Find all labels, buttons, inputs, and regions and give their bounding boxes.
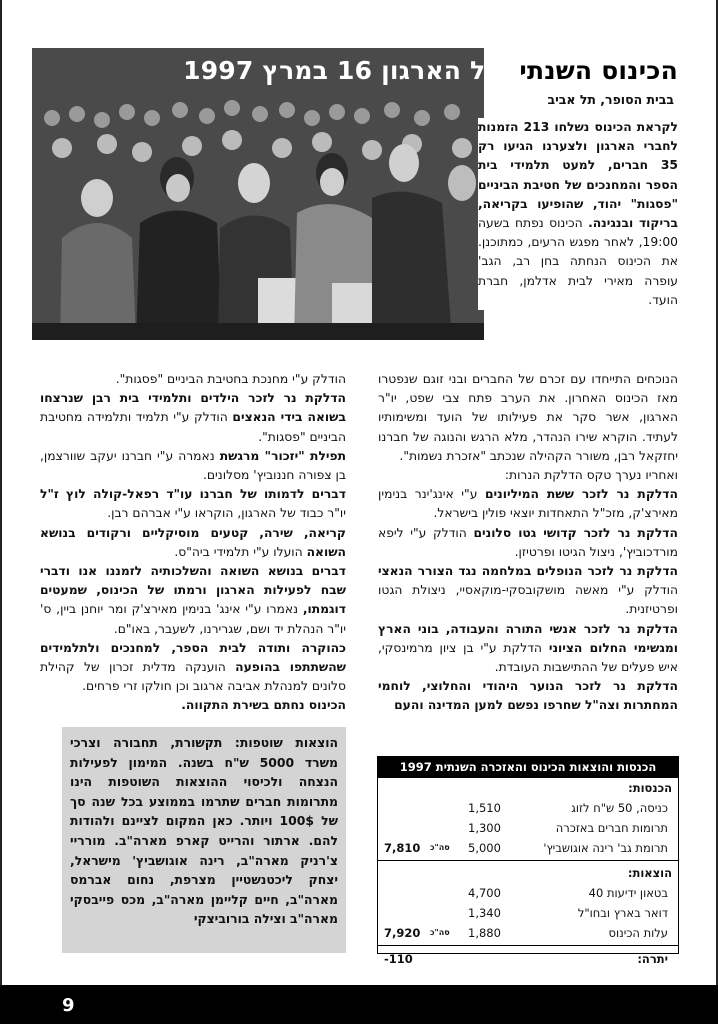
candle-item — [378, 485, 678, 523]
program-item-text: נאמרה ע"י חברנו יעקב שוורצמן, בן צפורה חננוביץ' מסלונים. — [40, 448, 346, 483]
candle-item — [378, 620, 678, 678]
program-item-title: הדלקת נר לזכר הילדים ותלמידי בית רבן שנרצחו בשואה בידי הנאצים — [40, 391, 346, 425]
candle-item-title: הדלקת נר לזכר הנוער היהודי והחלוצי, לוחמי המחתרות וצה"ל שחרפו נפשם למען המדינה והעם — [378, 679, 678, 713]
income-section-label: הכנסות: — [628, 781, 672, 795]
candle-item-text: הודלק ע"י ליפא מורדכוביץ', ניצול הגיטו ופרטיזן. — [378, 525, 678, 559]
candle-item — [378, 677, 678, 715]
article-title-part2: של הארגון 16 במרץ 1997 — [183, 56, 505, 85]
income-row — [378, 838, 678, 858]
candle-item — [378, 562, 678, 620]
candle-intro: ואחריו נערך טקס הדלקת הנרות: — [504, 468, 678, 483]
candle-item-text: הדלקת ע"י בן ציון מרמינסקי, איש פעלים של ההתישבות העובדת. — [378, 640, 678, 675]
finance-table — [377, 756, 679, 966]
candle-item-title: הדלקת נר לזכר אנשי התורה והעבודה, בוני הארץ ומגשימי החלום הציוני — [378, 621, 678, 655]
income-row-label: תרומות חברים באזכרה — [555, 821, 668, 835]
candle-item — [378, 524, 678, 562]
expense-row-amount: 1,340 — [468, 906, 501, 920]
candle-item-title: הדלקת נר לזכר ששת המיליונים — [484, 487, 678, 502]
income-row-amount: 1,510 — [468, 801, 501, 815]
program-item — [40, 447, 346, 485]
program-item-title: דברים בנושא השואה והשלכותיה לזמננו אנו ודברי שבח לפעילות הארגון ורמתו של הכינוס, שמעטים דוגמתו, — [40, 564, 346, 617]
program-item — [40, 562, 346, 639]
expense-total: 7,920 — [384, 926, 421, 940]
expense-row — [378, 883, 678, 903]
finance-table-title: הכנסות והוצאות הכינוס והאזכרה השנתית 1997 — [378, 757, 678, 778]
program-item — [40, 389, 346, 447]
expenses-donors-box: הוצאות שוטפות: תקשורת, תחבורה וצרכי משרד 5000 ש"ח בשנה. המימון לפעילות הנצחה ולכיסוי ההוצאות השוטפות הינו מתרומות חברים שתרמו בממוצע בכל שנה סך של 100$ ויותר. כאן המקום לציינם ולהודות להם. ארתור והרייט קארפ מארה"ב. מורריי צ'רניק מארה"ב, רינה אוגושביץ' מישראל, יצחק ליכטנשטיין מצרפת, נחום אברמס מארה"ב, חיים קליימן מארה"ב, מכס פייבסקי מארה"ב וצילה בורוביצקי — [62, 727, 346, 953]
memorial-paragraph: הנוכחים התייחדו עם זכרם של החברים ובני זוגם שנפטרו מאז הכינוס האחרון. את הערב פתח צבי שפט, יו"ר הארגון, אשר סקר את פעילותו של הועד ומשימותיו לעתיד. הוקרא שירו הנהדר, מלא הרגש והנוגה של חברנו יחזקאל רבן, משורר הקהילה שנכתב "אזכרת נשמות". — [378, 372, 678, 463]
balance-label: יתרה: — [637, 952, 668, 966]
program-item-text: הודלק ע"י תלמיד ותלמידה מחטיבת הביניים "פסגות". — [40, 410, 346, 444]
candle-item-title: הדלקת נר לזכר הנופלים במלחמה נגד הצורר הנאצי — [378, 564, 678, 579]
income-row-label: תרומת גב' רינה אוגושביץ' — [543, 841, 668, 855]
income-row-amount: 1,300 — [468, 821, 501, 835]
intro-paragraph — [478, 118, 678, 310]
income-total: 7,810 — [384, 841, 421, 855]
expense-row — [378, 923, 678, 943]
expense-row-label: עלות הכינוס — [608, 926, 668, 940]
page-border-left — [0, 0, 2, 985]
balance-amount: -110 — [384, 952, 413, 966]
page-number: 9 — [62, 995, 75, 1016]
audience-photo — [32, 48, 484, 340]
finance-divider — [378, 860, 678, 861]
program-item-title: קריאה, שירה, קטעים מוסיקליים ורקודים בנושא השואה — [40, 525, 346, 559]
expense-row-amount: 4,700 — [468, 886, 501, 900]
expense-row — [378, 903, 678, 923]
program-item-text: הועלו ע"י תלמידי ביה"ס. — [174, 544, 303, 559]
balance-row — [378, 948, 678, 970]
closing-line: הכינוס נחתם בשירת התקווה. — [181, 698, 346, 713]
expense-row-label: בטאון ידיעות 40 — [588, 886, 668, 900]
expense-row-amount: 1,880 — [468, 926, 501, 940]
intro-normal-text: הכינוס נפתח בשעה 19:00, לאחר מפגש הרעים, כמתוכנן. את הכינוס הנחתה בחן רב, הגב' עופרה מאירי לבית אדלמן, חברת הועד. — [478, 216, 678, 307]
candle-item-text: ע"י אינג'ינר בנימין מאירצ'ק, מזכ"ל התאחדות יוצאי פולין בישראל. — [378, 487, 678, 521]
program-item — [40, 639, 346, 697]
candle-item-continued: הודלק ע"י מחנכת בחטיבת הביניים "פסגות". — [115, 372, 346, 386]
footer-bar — [0, 985, 718, 1024]
income-row — [378, 818, 678, 838]
audience-photo-drawing — [32, 48, 484, 340]
intro-bold-text: לקראת הכינוס נשלחו 213 הזמנות לחברי הארגון ולצערנו הגיעו רק 35 חברים, למעט תלמידי בית הספר והמחנכים של חטיבת הביניים "פסגות" יהוד, שהופיעו בקריאה, בריקוד ובנגינה. — [478, 120, 678, 231]
candle-item-title: הדלקת נר לזכר קדושי גטו סלונים — [473, 525, 678, 540]
program-item — [40, 485, 346, 523]
left-column — [40, 370, 346, 716]
article-title-part1: הכינוס השנתי — [515, 56, 682, 85]
income-row — [378, 798, 678, 818]
program-item-title: תפילת "יזכור" מרגשת — [219, 448, 346, 463]
intro-column — [478, 118, 678, 310]
income-row-amount: 5,000 — [468, 841, 501, 855]
article-title — [122, 56, 682, 85]
article-subtitle: בבית הסופר, תל אביב — [543, 92, 678, 107]
program-item-title: דברים לדמותו של חברנו עו"ד רפאל-קולה לוץ ז"ל — [40, 487, 346, 502]
expense-total-label: סה"כ — [430, 928, 450, 937]
expense-section-label: הוצאות: — [627, 866, 672, 880]
expense-row-label: דואר בארץ ובחו"ל — [577, 906, 668, 920]
income-row-label: כניסה, 50 ש"ח לזוג — [571, 801, 668, 815]
program-item-text: יו"ר כבוד של הארגון, הוקראו ע"י אברהם רבן. — [107, 506, 346, 521]
finance-divider — [378, 945, 678, 946]
program-item-text: נאמרו ע"י אינג' בנימין מאירצ'ק ומר יוחנן ביין, ס' יו"ר הנהלת יד ושם, שגרירנו, לשעבר, באו"ם. — [40, 602, 346, 636]
candle-item-text: הודלק ע"י מאשה מושקובסקי-מוקאסיי, ניצולת הגטו ופרטיזנית. — [378, 583, 678, 617]
program-item-text: הוענקה מדלית זכרון של קהילת סלונים למנהלת אביבה ארגוב וכן חולקו זרי פרחים. — [40, 660, 346, 694]
program-item — [40, 524, 346, 562]
right-column — [378, 370, 678, 716]
program-item-title: כהוקרה ותודה לבית הספר, למחנכים ולתלמידים שהשתתפו בהופעה — [40, 640, 346, 675]
income-total-label: סה"כ — [430, 843, 450, 852]
